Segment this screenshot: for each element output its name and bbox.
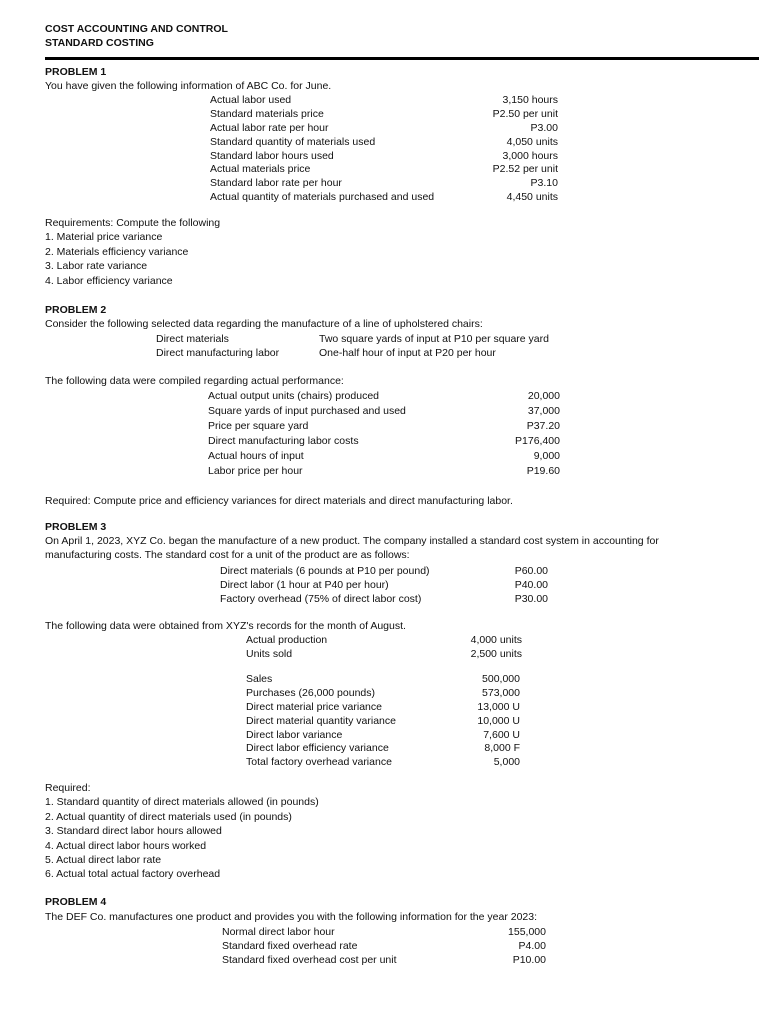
row-label: Actual quantity of materials purchased and used (210, 191, 435, 204)
list-item: 2. Materials efficiency variance (45, 245, 189, 258)
row-value: 3,000 hours (502, 149, 558, 162)
table-row (246, 648, 522, 662)
table-row (246, 715, 520, 729)
row-value: 9,000 (533, 450, 560, 463)
row-label: Purchases (26,000 pounds) (246, 686, 375, 699)
row-value: P4.00 (518, 939, 546, 952)
problem-3-intro-line-2: manufacturing costs. The standard cost for a unit of the product are as follows: (45, 549, 410, 561)
list-item: 4. Labor efficiency variance (45, 274, 173, 287)
problem-1-requirements (45, 217, 220, 289)
problem-3-title: PROBLEM 3 (45, 521, 107, 533)
table-row (220, 579, 548, 593)
header-divider (45, 57, 759, 60)
row-value: 3,150 hours (502, 94, 558, 106)
table-row (222, 940, 546, 954)
problem-4-title: PROBLEM 4 (45, 896, 107, 908)
row-value: P37.20 (526, 420, 560, 433)
list-item: 3. Labor rate variance (45, 260, 148, 273)
row-value: P2.50 per unit (492, 107, 558, 120)
table-row (210, 108, 558, 122)
list-item: 3. Standard direct labor hours allowed (45, 825, 222, 838)
row-label: Direct labor efficiency variance (246, 742, 389, 755)
table-row (208, 450, 560, 465)
row-label: Standard labor rate per hour (210, 177, 342, 190)
row-label: Actual labor used (210, 94, 292, 106)
table-row (210, 163, 558, 177)
table-row (220, 593, 548, 607)
row-value: 8,000 F (484, 742, 520, 755)
table-row (222, 954, 546, 968)
row-label: Direct materials (6 pounds at P10 per pound) (220, 565, 430, 577)
row-label: Normal direct labor hour (222, 926, 335, 938)
row-label: Actual materials price (210, 163, 311, 176)
table-row (156, 347, 576, 361)
problem-3-requirements (45, 782, 319, 883)
row-label: Direct material price variance (246, 700, 382, 713)
row-label: Direct labor variance (246, 728, 343, 741)
row-label: Price per square yard (208, 420, 309, 433)
row-value: 10,000 U (477, 714, 520, 727)
document-subtitle: STANDARD COSTING (45, 37, 154, 49)
row-label: Standard fixed overhead rate (222, 939, 358, 952)
row-label: Direct material quantity variance (246, 714, 396, 727)
row-label: Labor price per hour (208, 465, 303, 478)
row-value: 4,450 units (506, 191, 558, 204)
problem-2-required: Required: Compute price and efficiency variances for direct materials and direct manufacturing labor. (45, 495, 513, 507)
row-value: 20,000 (527, 390, 560, 402)
row-value: P30.00 (514, 592, 548, 605)
row-value: 7,600 U (483, 728, 520, 741)
problem-1-title: PROBLEM 1 (45, 66, 107, 78)
problem-3-records-table (246, 673, 520, 770)
list-item: 6. Actual total actual factory overhead (45, 868, 221, 881)
row-label: Direct manufacturing labor costs (208, 435, 359, 448)
row-value: One-half hour of input at P20 per hour (319, 346, 496, 359)
table-row (210, 136, 558, 150)
row-value: 573,000 (482, 686, 520, 699)
problem-3-standard-cost-table (220, 565, 548, 607)
row-value: P2.52 per unit (492, 163, 558, 176)
table-row (210, 122, 558, 136)
row-value: P176,400 (515, 435, 560, 448)
table-row (208, 420, 560, 435)
problem-3-intro-line-1: On April 1, 2023, XYZ Co. began the manufacture of a new product. The company installed a standard cost system in accounting for (45, 535, 659, 547)
problem-1-data-table (210, 94, 558, 205)
row-label: Factory overhead (75% of direct labor cost) (220, 592, 422, 605)
table-row (208, 435, 560, 450)
row-value: 13,000 U (477, 700, 520, 713)
table-row (208, 405, 560, 420)
table-row (210, 177, 558, 191)
row-label: Standard materials price (210, 107, 324, 120)
row-value: P3.10 (530, 177, 558, 190)
table-row (208, 390, 560, 405)
table-row (246, 687, 520, 701)
row-value: 500,000 (482, 673, 520, 685)
row-label: Standard labor hours used (210, 149, 334, 162)
row-value: P40.00 (514, 578, 548, 591)
row-label: Actual labor rate per hour (210, 121, 329, 134)
problem-3-production-table (246, 634, 522, 662)
row-value: 4,050 units (506, 135, 558, 148)
table-row (210, 94, 558, 108)
row-value: 4,000 units (470, 634, 522, 646)
row-label: Units sold (246, 647, 293, 660)
list-item: 4. Actual direct labor hours worked (45, 839, 207, 852)
row-value: 37,000 (527, 405, 560, 418)
requirements-heading: Required: (45, 782, 91, 794)
row-label: Actual output units (chairs) produced (208, 390, 380, 402)
row-value: 5,000 (493, 756, 520, 769)
row-value: P60.00 (514, 565, 548, 577)
row-label: Actual production (246, 634, 328, 646)
table-row (210, 191, 558, 205)
document-title: COST ACCOUNTING AND CONTROL (45, 23, 228, 35)
problem-3-data-intro: The following data were obtained from XYZ's records for the month of August. (45, 620, 406, 632)
row-value: 2,500 units (470, 647, 522, 660)
problem-2-standards (156, 333, 576, 361)
problem-4-intro: The DEF Co. manufactures one product and provides you with the following information for the year 2023: (45, 911, 538, 923)
table-row (156, 333, 576, 347)
row-label: Actual hours of input (208, 450, 304, 463)
requirements-heading: Requirements: Compute the following (45, 217, 221, 229)
table-row (208, 465, 560, 480)
problem-4-data-table (222, 926, 546, 968)
row-label: Direct materials (156, 333, 229, 345)
problem-2-intro: Consider the following selected data regarding the manufacture of a line of upholstered chairs: (45, 318, 483, 330)
list-item: 1. Standard quantity of direct materials allowed (in pounds) (45, 796, 319, 809)
table-row (246, 701, 520, 715)
list-item: 2. Actual quantity of direct materials used (in pounds) (45, 810, 292, 823)
row-label: Total factory overhead variance (246, 756, 392, 769)
row-label: Standard fixed overhead cost per unit (222, 953, 397, 966)
table-row (246, 729, 520, 743)
table-row (246, 634, 522, 648)
problem-2-actual-table (208, 390, 560, 481)
table-row (210, 150, 558, 164)
table-row (246, 673, 520, 687)
row-value: P3.00 (530, 121, 558, 134)
table-row (220, 565, 548, 579)
row-label: Direct manufacturing labor (156, 346, 280, 359)
list-item: 5. Actual direct labor rate (45, 853, 162, 866)
problem-2-title: PROBLEM 2 (45, 304, 107, 316)
table-row (246, 756, 520, 770)
list-item: 1. Material price variance (45, 231, 163, 244)
row-label: Square yards of input purchased and used (208, 405, 406, 418)
row-label: Standard quantity of materials used (210, 135, 376, 148)
problem-2-actual-intro: The following data were compiled regarding actual performance: (45, 375, 344, 387)
problem-1-intro: You have given the following information of ABC Co. for June. (45, 80, 332, 92)
row-value: P10.00 (512, 953, 546, 966)
row-label: Sales (246, 673, 273, 685)
row-value: Two square yards of input at P10 per square yard (319, 333, 549, 345)
table-row (246, 742, 520, 756)
row-value: P19.60 (526, 465, 560, 478)
row-value: 155,000 (508, 926, 546, 938)
table-row (222, 926, 546, 940)
row-label: Direct labor (1 hour at P40 per hour) (220, 578, 389, 591)
